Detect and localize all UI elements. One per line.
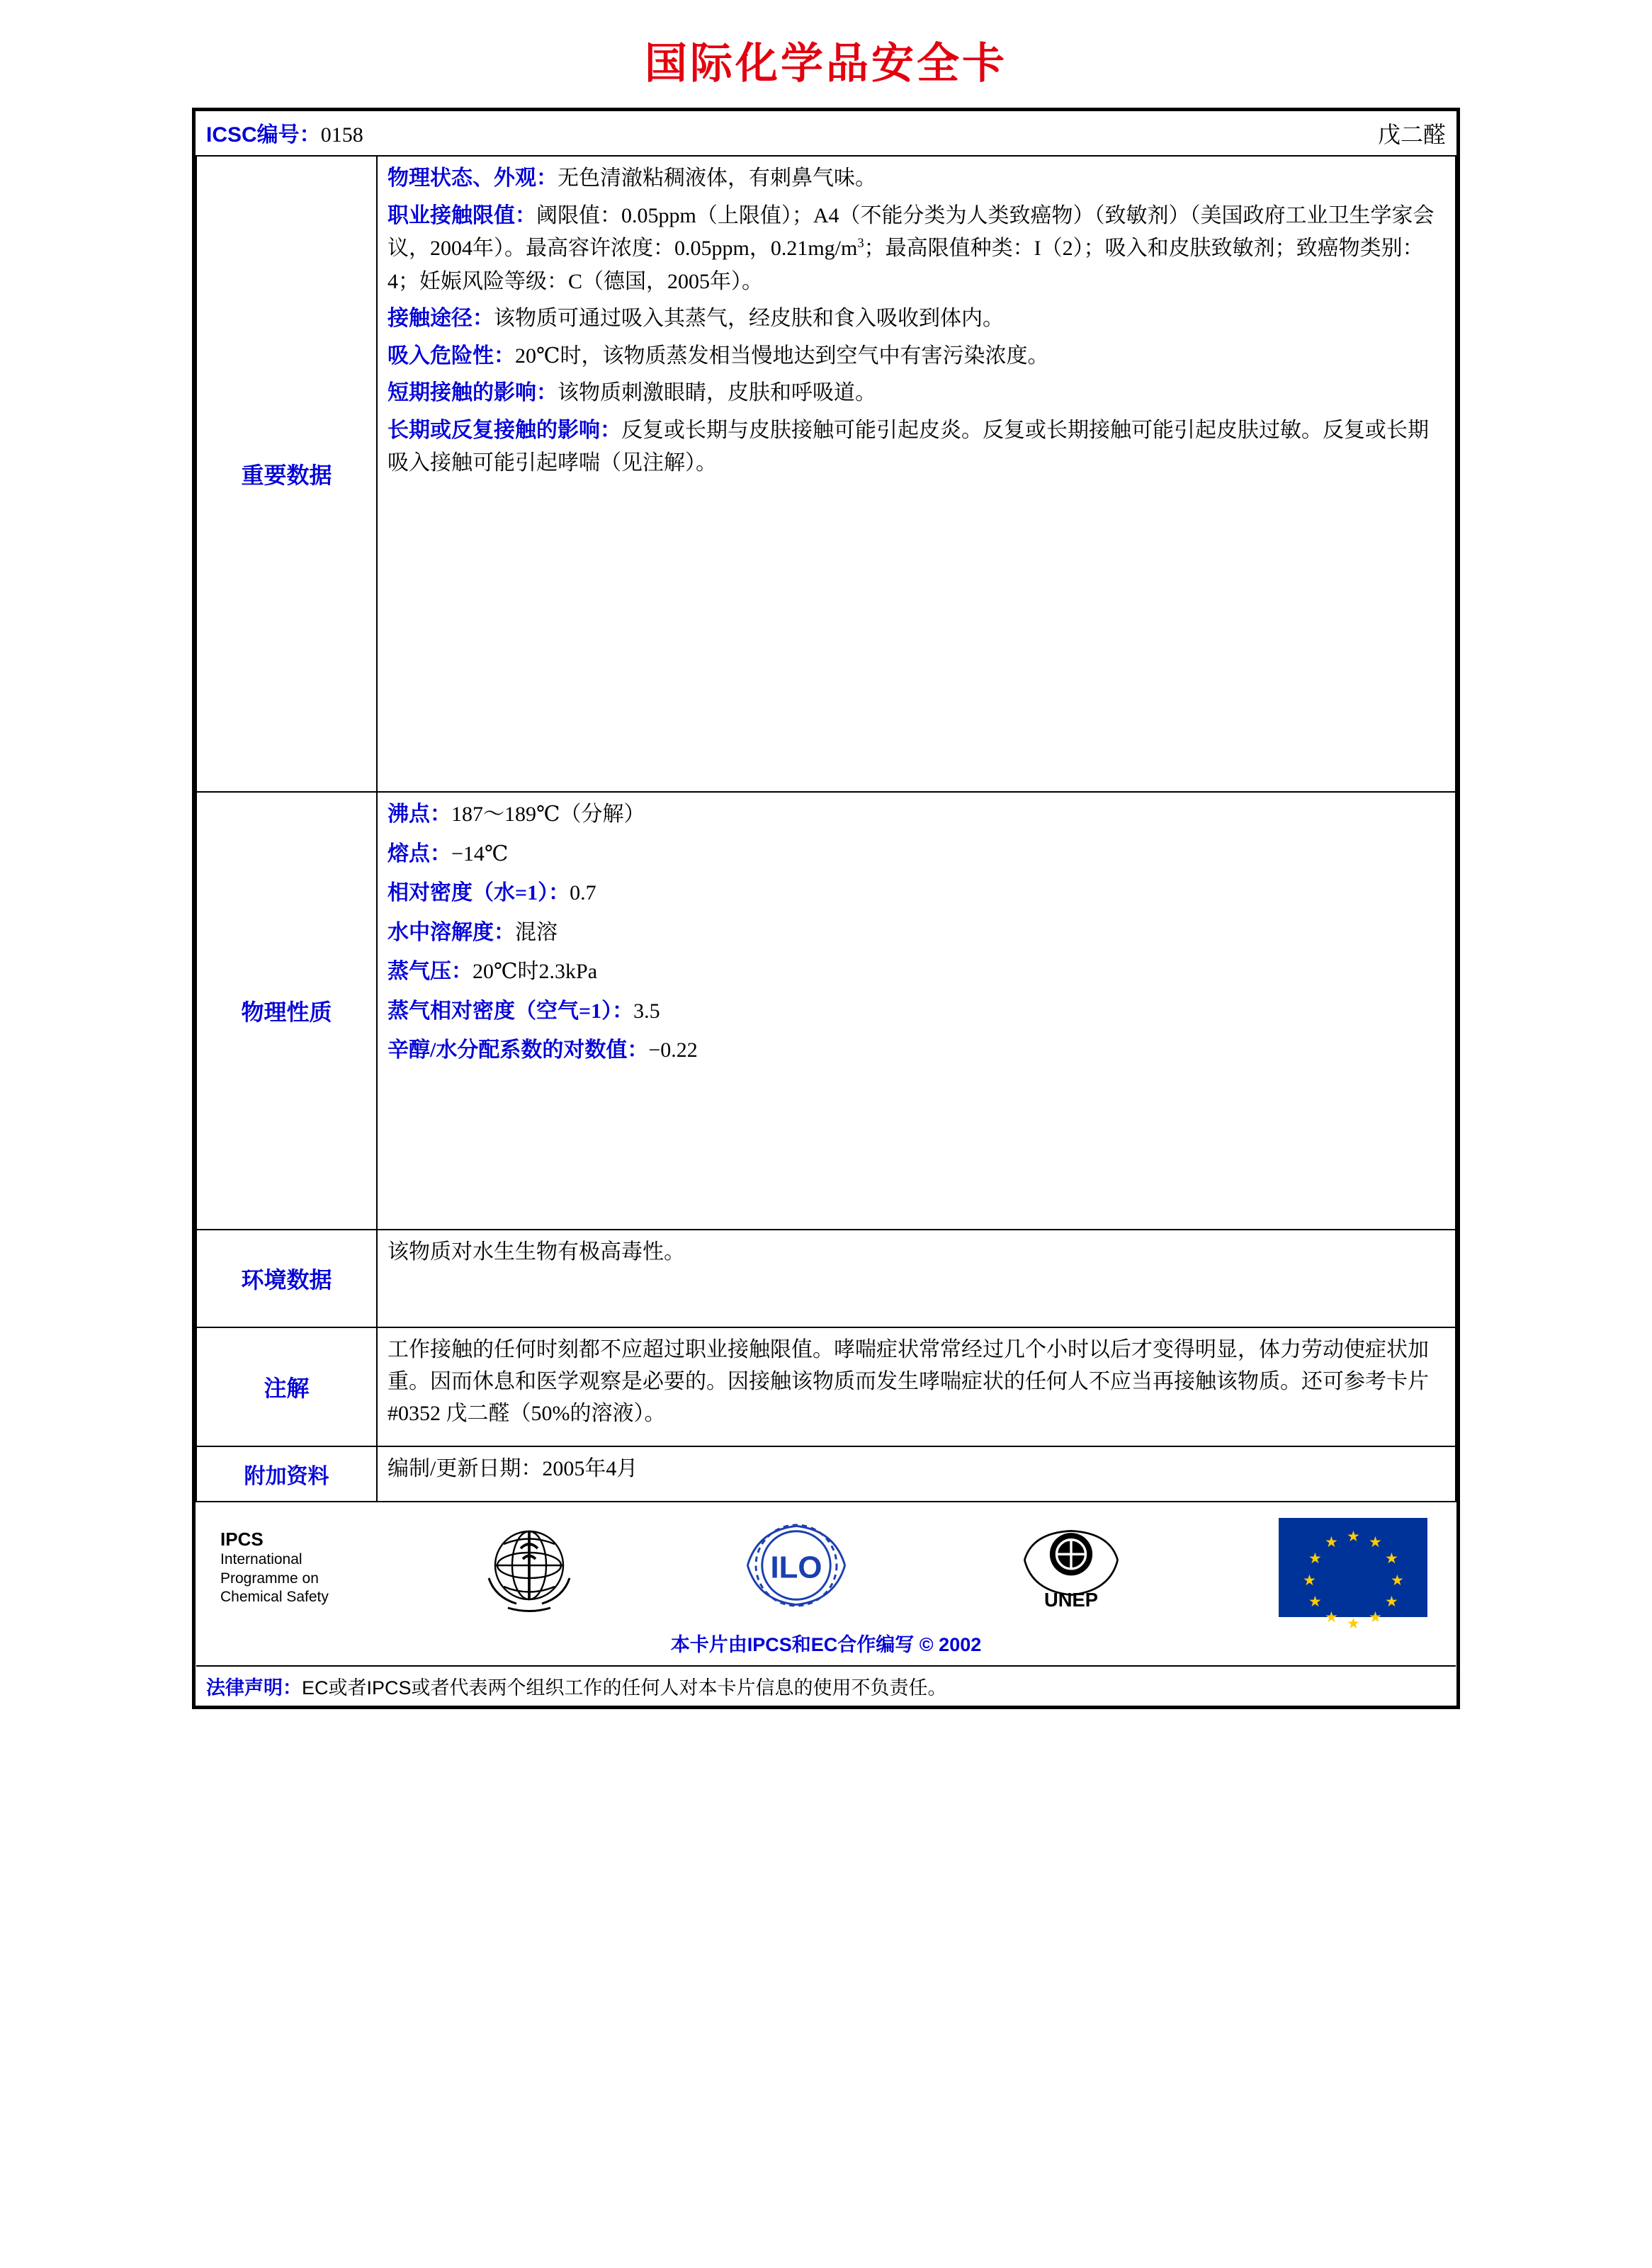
important-item-0 <box>387 162 1445 195</box>
logo-row <box>196 1502 1456 1632</box>
phys-item-5 <box>387 995 1445 1028</box>
ipcs-line-2: Programme on <box>220 1570 319 1587</box>
important-item-0-key: 物理状态、外观： <box>387 166 558 190</box>
row-physical-properties <box>196 792 1456 1230</box>
cell-environmental-data: 该物质对水生生物有极高毒性。 <box>377 1230 1456 1327</box>
substance-name: 戊二醛 <box>1377 122 1446 147</box>
phys-item-1-value: −14℃ <box>451 841 509 866</box>
phys-item-4-key: 蒸气压： <box>387 960 473 983</box>
phys-item-4-value: 20℃时2.3kPa <box>473 960 598 983</box>
row-important-data <box>196 156 1456 792</box>
important-item-3-value: 20℃时，该物质蒸发相当慢地达到空气中有害污染浓度。 <box>515 344 1049 368</box>
important-item-5 <box>387 414 1445 480</box>
phys-item-2 <box>387 877 1445 910</box>
phys-item-3-key: 水中溶解度： <box>387 920 515 944</box>
phys-item-5-key: 蒸气相对密度（空气=1）： <box>387 999 634 1023</box>
phys-item-0-key: 沸点： <box>387 803 451 826</box>
important-item-1-value: 阈限值：0.05ppm（上限值）；A4（不能分类为人类致癌物）（致敏剂）（美国政府工业卫生学家会议，2004年）。最高容许浓度：0.05ppm，$0.21mg/m^3$；最高限值种类：I（2）；吸入和皮肤致敏剂；致癌物类别：4；妊娠风险等级：C（德国，2005年）。 <box>387 203 1435 293</box>
disclaimer-label: 法律声明： <box>206 1677 302 1699</box>
label-physical-properties: 物理性质 <box>196 792 377 1230</box>
important-item-1 <box>387 200 1445 299</box>
page-title: 国际化学品安全卡 <box>645 40 1007 87</box>
phys-item-6-value: −0.22 <box>648 1038 698 1062</box>
credit-line: 本卡片由IPCS和EC合作编写 © 2002 <box>670 1634 982 1655</box>
phys-item-0 <box>387 798 1445 832</box>
icsc-table <box>196 111 1456 1706</box>
important-item-4-value: 该物质刺激眼睛，皮肤和呼吸道。 <box>558 381 876 404</box>
phys-item-3 <box>387 917 1445 950</box>
icsc-card <box>192 108 1460 1709</box>
cell-important-data <box>377 156 1456 792</box>
important-item-2-key: 接触途径： <box>387 307 494 330</box>
important-item-3 <box>387 340 1445 373</box>
row-notes <box>196 1327 1456 1446</box>
ipcs-wordmark <box>220 1528 329 1606</box>
eu-flag: ★ ★ ★ ★ ★ ★ ★ ★ ★ ★ ★ ★ <box>1279 1518 1427 1617</box>
phys-item-5-value: 3.5 <box>633 999 660 1023</box>
row-disclaimer <box>196 1666 1456 1706</box>
unep-logo <box>1011 1519 1131 1615</box>
important-item-3-key: 吸入危险性： <box>387 344 515 368</box>
label-environmental-data: 环境数据 <box>196 1230 377 1327</box>
who-logo <box>476 1512 582 1622</box>
footer-band <box>196 1502 1456 1666</box>
ilo-logo <box>729 1512 864 1622</box>
phys-item-2-key: 相对密度（水=1）： <box>387 881 570 905</box>
row-environmental-data <box>196 1230 1456 1327</box>
cell-physical-properties <box>377 792 1456 1230</box>
phys-item-6 <box>387 1034 1445 1067</box>
important-item-2 <box>387 302 1445 336</box>
cell-additional: 编制/更新日期：2005年4月 <box>377 1446 1456 1502</box>
label-additional: 附加资料 <box>196 1446 377 1502</box>
phys-item-3-value: 混溶 <box>515 920 558 944</box>
unep-label: UNEP <box>1044 1589 1099 1611</box>
phys-item-1 <box>387 838 1445 871</box>
important-item-1-key: 职业接触限值： <box>387 203 536 227</box>
phys-item-6-key: 辛醇/水分配系数的对数值： <box>387 1038 649 1062</box>
important-item-2-value: 该物质可通过吸入其蒸气，经皮肤和食入吸收到体内。 <box>494 307 1004 330</box>
important-item-0-value: 无色清澈粘稠液体，有刺鼻气味。 <box>558 166 876 190</box>
phys-item-1-key: 熔点： <box>387 841 451 866</box>
ilo-label: ILO <box>770 1550 822 1585</box>
ipcs-abbr: IPCS <box>220 1528 264 1550</box>
important-item-4 <box>387 377 1445 410</box>
row-additional <box>196 1446 1456 1502</box>
important-item-5-value: 反复或长期与皮肤接触可能引起皮炎。反复或长期接触可能引起皮肤过敏。反复或长期吸入接触可能引起哮喘（见注解）。 <box>387 418 1429 475</box>
phys-item-0-value: 187～189℃（分解） <box>451 803 645 826</box>
important-item-4-key: 短期接触的影响： <box>387 381 558 404</box>
cell-notes: 工作接触的任何时刻都不应超过职业接触限值。哮喘症状常常经过几个小时以后才变得明显，体力劳动使症状加重。因而休息和医学观察是必要的。因接触该物质而发生哮喘症状的任何人不应当再接触该物质。还可参考卡片#0352 戊二醛（50%的溶液）。 <box>377 1327 1456 1446</box>
disclaimer-text: EC或者IPCS或者代表两个组织工作的任何人对本卡片信息的使用不负责任。 <box>302 1677 947 1699</box>
phys-item-2-value: 0.7 <box>570 881 596 905</box>
ipcs-line-3: Chemical Safety <box>220 1588 329 1605</box>
disclaimer <box>196 1666 1456 1706</box>
label-notes: 注解 <box>196 1327 377 1446</box>
ipcs-line-1: International <box>220 1551 302 1568</box>
row-footer-logos <box>196 1502 1456 1666</box>
phys-item-4 <box>387 956 1445 989</box>
header-row <box>196 111 1456 156</box>
important-item-5-key: 长期或反复接触的影响： <box>387 418 621 442</box>
icsc-number-label: ICSC编号： <box>206 123 321 147</box>
icsc-number-value: 0158 <box>320 123 363 147</box>
label-important-data: 重要数据 <box>196 156 377 792</box>
